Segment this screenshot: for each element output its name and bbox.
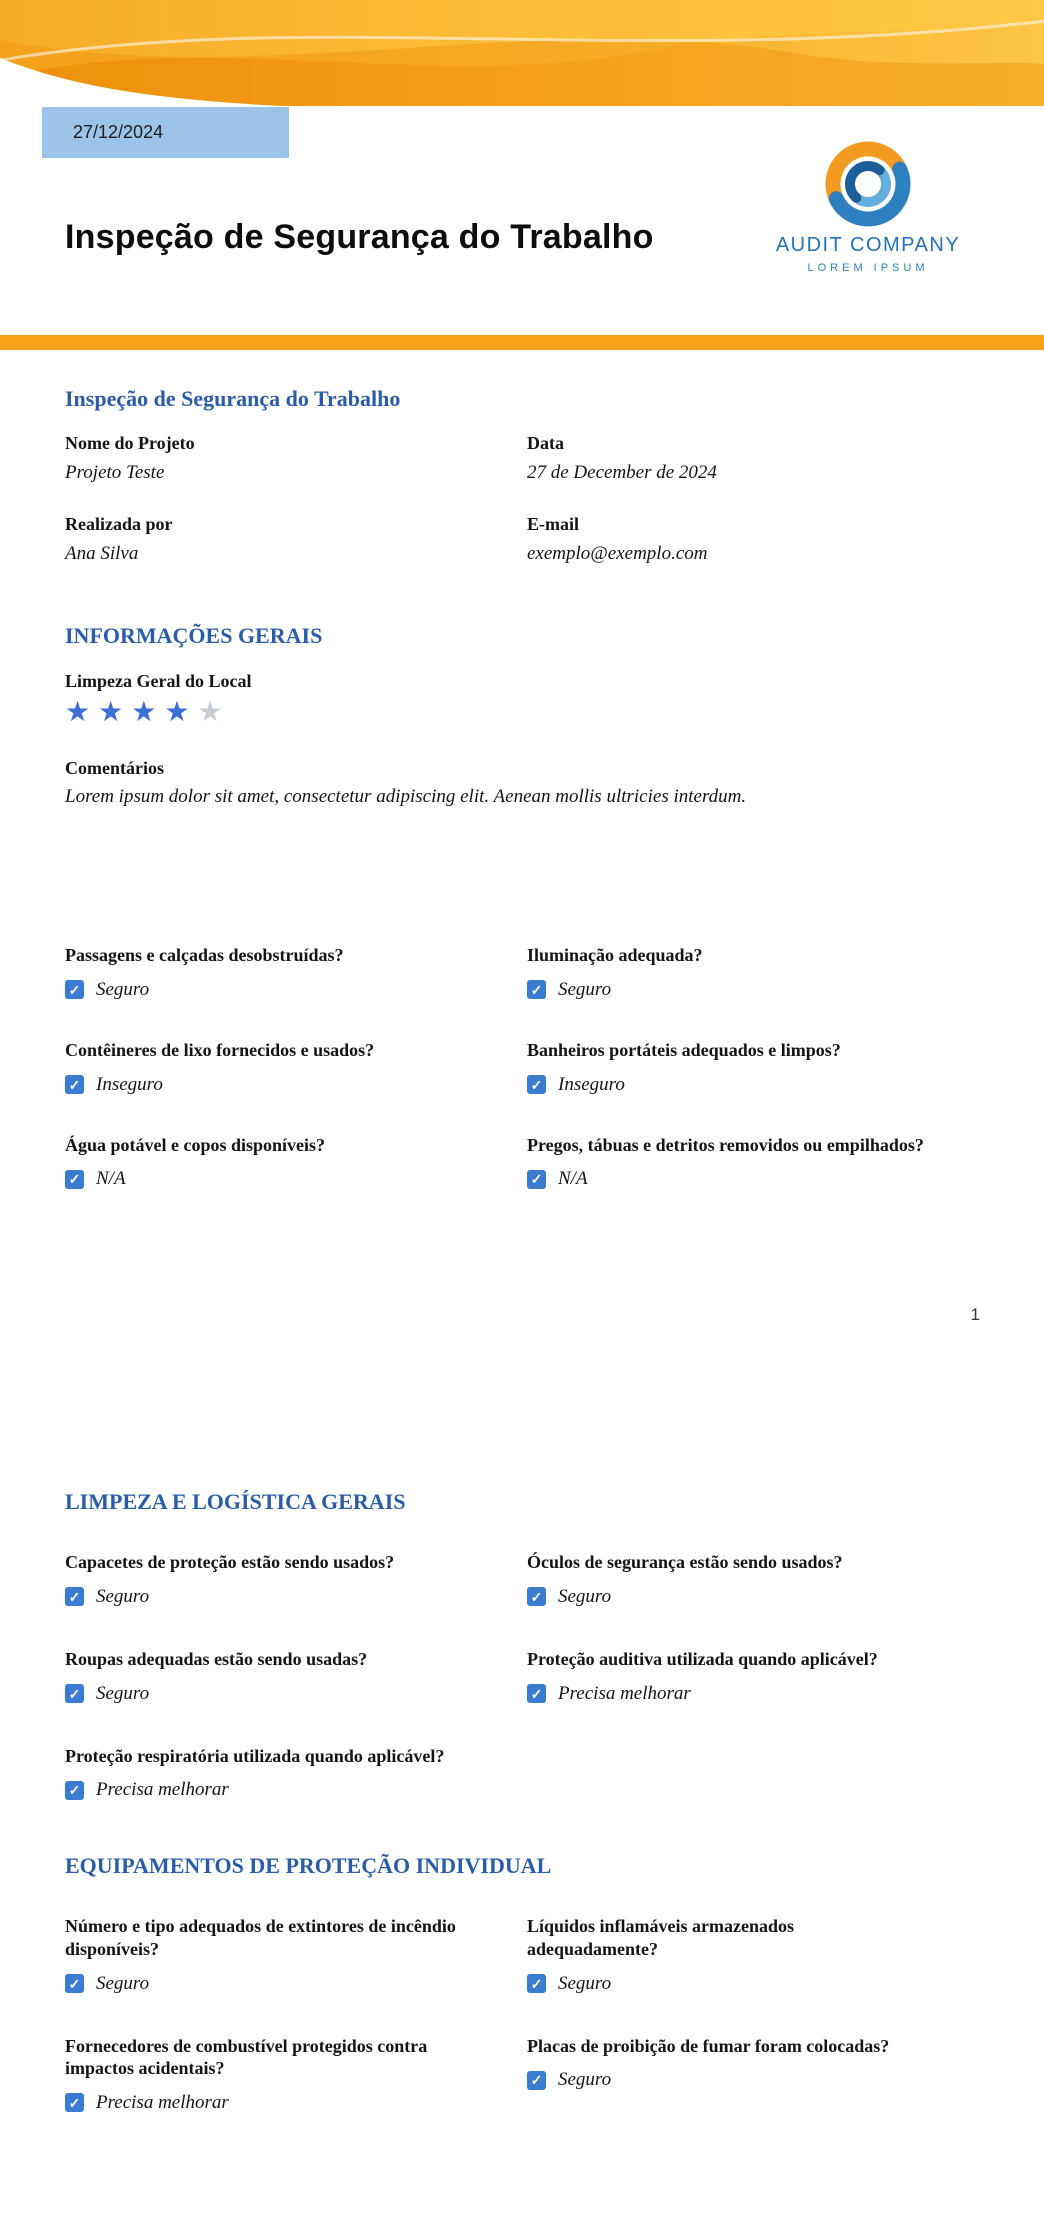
field-value: exemplo@exemplo.com [527,543,708,565]
report-date-badge [42,107,289,158]
answer-checkbox[interactable] [527,1075,546,1094]
question-item [527,1915,984,1994]
rating-block [65,671,984,729]
logo-tagline: LOREM IPSUM [807,262,929,274]
answer-checkbox[interactable] [527,1974,546,1993]
question-answer [527,1074,984,1096]
question-item [527,1134,984,1191]
question-label: Proteção auditiva utilizada quando aplicável? [527,1648,878,1669]
check-icon: ✓ [530,1975,543,1992]
section-heading-limpeza-logistica: LIMPEZA E LOGÍSTICA GERAIS [65,1489,406,1515]
comments-text: Lorem ipsum dolor sit amet, consectetur adipiscing elit. Aenean mollis ultricies interdum. [65,786,747,808]
answer-checkbox[interactable] [65,1587,84,1606]
comments-label: Comentários [65,758,164,779]
answer-text: Seguro [558,1585,612,1607]
question-label: Água potável e copos disponíveis? [65,1134,326,1155]
section-heading-informacoes-gerais: INFORMAÇÕES GERAIS [65,622,323,648]
field-label: Realizada por [65,514,173,535]
answer-text: Seguro [96,1682,150,1704]
field-value: Projeto Teste [65,462,165,484]
check-icon: ✓ [68,1782,81,1799]
question-item [527,2035,984,2114]
check-icon: ✓ [68,1076,81,1093]
header-wave-graphic [0,0,1044,106]
check-icon: ✓ [68,1588,81,1605]
star-empty-icon[interactable]: ★ [197,696,223,728]
check-icon: ✓ [530,1076,543,1093]
question-answer [65,1973,527,1995]
answer-text: Precisa melhorar [96,2091,229,2113]
answer-text: Precisa melhorar [558,1682,691,1704]
answer-text: Inseguro [558,1073,625,1095]
question-answer [527,2069,984,2091]
comments-block [65,758,984,810]
answer-text: N/A [558,1168,588,1190]
company-logo [748,140,988,274]
question-answer [65,1683,527,1705]
report-date: 27/12/2024 [73,122,164,142]
question-label: Banheiros portáteis adequados e limpos? [527,1039,841,1060]
question-label: Óculos de segurança estão sendo usados? [527,1552,843,1573]
page-number: 1 [970,1305,980,1325]
answer-checkbox[interactable] [527,2071,546,2090]
answer-text: Seguro [558,978,612,1000]
question-answer [527,1683,984,1705]
question-answer [65,979,527,1001]
answer-checkbox[interactable] [527,1170,546,1189]
question-label: Pregos, tábuas e detritos removidos ou empilhados? [527,1134,924,1155]
question-item [65,1648,527,1705]
question-label: Roupas adequadas estão sendo usadas? [65,1648,368,1669]
field-value: Ana Silva [65,543,139,565]
star-filled-icon[interactable]: ★ [131,696,157,728]
question-label: Iluminação adequada? [527,945,703,966]
answer-text: Seguro [96,978,150,1000]
question-item [527,1039,984,1096]
answer-text: Inseguro [96,1073,163,1095]
question-answer [65,1586,527,1608]
question-answer [65,2092,527,2114]
rating-label: Limpeza Geral do Local [65,670,252,691]
question-label: Capacetes de proteção estão sendo usados? [65,1552,395,1573]
answer-checkbox[interactable] [65,1684,84,1703]
question-answer [65,1779,527,1801]
check-icon: ✓ [530,981,543,998]
question-answer [65,1074,527,1096]
answer-checkbox[interactable] [65,2093,84,2112]
answer-text: Precisa melhorar [96,1779,229,1801]
question-answer [65,1168,527,1190]
answer-checkbox[interactable] [527,980,546,999]
question-label: Placas de proibição de fumar foram colocadas? [527,2035,890,2056]
check-icon: ✓ [68,1975,81,1992]
summary-heading: Inspeção de Segurança do Trabalho [65,386,401,411]
question-grid [65,1551,984,1801]
question-item [527,1551,984,1608]
answer-checkbox[interactable] [65,980,84,999]
answer-checkbox[interactable] [527,1684,546,1703]
answer-text: Seguro [96,1972,150,1994]
check-icon: ✓ [530,2072,543,2089]
question-item [65,944,527,1001]
summary-field [527,432,984,485]
field-value: 27 de December de 2024 [527,462,717,484]
logo-company-name: AUDIT COMPANY [775,234,961,256]
star-filled-icon[interactable]: ★ [65,696,91,728]
report-title: Inspeção de Segurança do Trabalho [65,218,654,256]
check-icon: ✓ [530,1685,543,1702]
answer-checkbox[interactable] [65,1170,84,1189]
question-item [65,2035,527,2114]
question-answer [527,1586,984,1608]
star-rating[interactable] [65,698,984,729]
question-answer [527,1973,984,1995]
answer-text: Seguro [96,1585,150,1607]
masthead [0,106,1044,335]
check-icon: ✓ [68,1171,81,1188]
question-item [65,1915,527,1994]
question-label: Passagens e calçadas desobstruídas? [65,945,344,966]
answer-checkbox[interactable] [527,1587,546,1606]
answer-text: Seguro [558,1972,612,1994]
question-label: Fornecedores de combustível protegidos contra impactos acidentais? [65,2035,428,2079]
question-label: Proteção respiratória utilizada quando aplicável? [65,1745,445,1766]
question-grid [65,1915,984,2114]
check-icon: ✓ [68,981,81,998]
answer-text: N/A [96,1168,126,1190]
star-filled-icon[interactable]: ★ [164,696,190,728]
check-icon: ✓ [530,1588,543,1605]
section-heading-epi: EQUIPAMENTOS DE PROTEÇÃO INDIVIDUAL [65,1853,552,1879]
star-filled-icon[interactable]: ★ [98,696,124,728]
question-item [65,1551,527,1608]
question-grid [65,944,984,1190]
question-item [65,1039,527,1096]
question-item [527,1648,984,1705]
check-icon: ✓ [68,1685,81,1702]
field-label: E-mail [527,514,579,535]
answer-checkbox[interactable] [65,1075,84,1094]
question-item [527,944,984,1001]
question-answer [527,979,984,1001]
summary-field [527,513,984,566]
question-label: Líquidos inflamáveis armazenados adequadamente? [527,1916,795,1959]
report-body [0,386,1044,2114]
question-label: Contêineres de lixo fornecidos e usados? [65,1039,375,1060]
question-item [65,1134,527,1191]
answer-checkbox[interactable] [65,1781,84,1800]
summary-field [65,513,527,566]
check-icon: ✓ [530,1171,543,1188]
question-item [65,1745,527,1802]
check-icon: ✓ [68,2094,81,2111]
accent-divider [0,335,1044,350]
answer-text: Seguro [558,2069,612,2091]
question-answer [527,1168,984,1190]
summary-fields [65,432,984,567]
field-label: Data [527,433,564,453]
field-label: Nome do Projeto [65,433,195,453]
summary-field [65,432,527,485]
question-label: Número e tipo adequados de extintores de incêndio disponíveis? [65,1916,456,1959]
logo-swirl-icon [824,140,912,228]
answer-checkbox[interactable] [65,1974,84,1993]
